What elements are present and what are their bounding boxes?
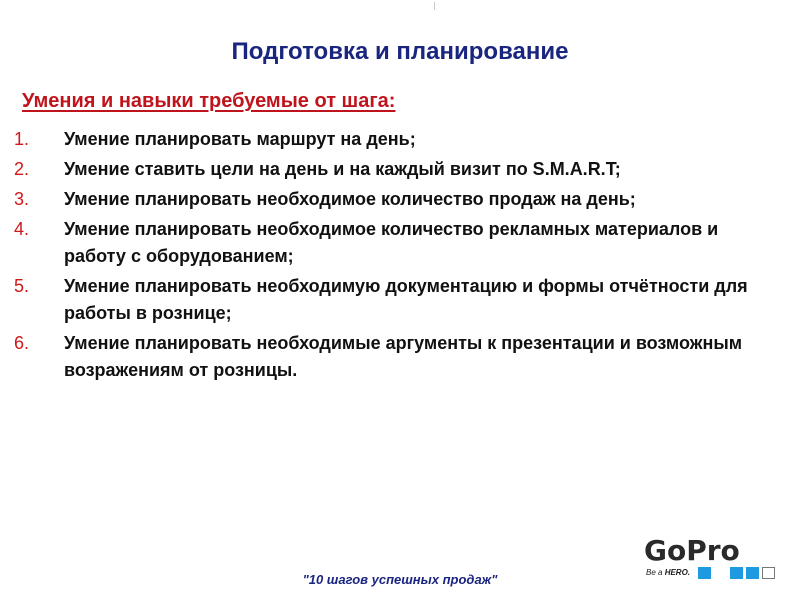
list-item: [14, 186, 774, 213]
list-item-text: Умение планировать необходимые аргументы к презентации и возможным возражениям от розницы.: [64, 333, 743, 380]
logo-tagline-prefix: Be a: [646, 568, 665, 577]
list-item-number: 5.: [14, 276, 30, 296]
list-item-number: 2.: [14, 159, 30, 179]
skills-list: [14, 126, 774, 387]
logo-square-icon: [730, 567, 743, 579]
list-item-number: 3.: [14, 189, 30, 209]
logo-square-icon: [714, 567, 727, 579]
slide-subtitle: Умения и навыки требуемые от шага:: [22, 90, 396, 112]
list-item-text: Умение планировать маршрут на день;: [64, 129, 416, 149]
logo-tagline: [646, 568, 690, 577]
list-item-number: 1.: [14, 129, 30, 149]
slide-title: Подготовка и планирование: [231, 38, 569, 65]
list-item-number: 4.: [14, 219, 30, 239]
list-item-text: Умение планировать необходимое количество рекламных материалов и работу с оборудованием;: [64, 219, 719, 266]
list-item-text: Умение ставить цели на день и на каждый визит по S.M.A.R.T;: [64, 159, 621, 179]
list-item-text: Умение планировать необходимое количество продаж на день;: [64, 189, 636, 209]
top-tick-mark: [434, 2, 435, 10]
gopro-logo: [644, 536, 778, 582]
logo-square-icon: [762, 567, 775, 579]
list-item: [14, 156, 774, 183]
logo-square-icon: [746, 567, 759, 579]
list-item-text: Умение планировать необходимую документацию и формы отчётности для работы в рознице;: [64, 276, 748, 323]
list-item: [14, 330, 774, 384]
logo-square-icon: [698, 567, 711, 579]
list-item: [14, 216, 774, 270]
list-item: [14, 126, 774, 153]
list-item-number: 6.: [14, 333, 30, 353]
logo-wordmark: GoPro: [644, 534, 740, 567]
logo-tagline-emphasis: HERO.: [664, 568, 691, 577]
slide-footer: "10 шагов успешных продаж": [302, 572, 498, 587]
list-item: [14, 273, 774, 327]
